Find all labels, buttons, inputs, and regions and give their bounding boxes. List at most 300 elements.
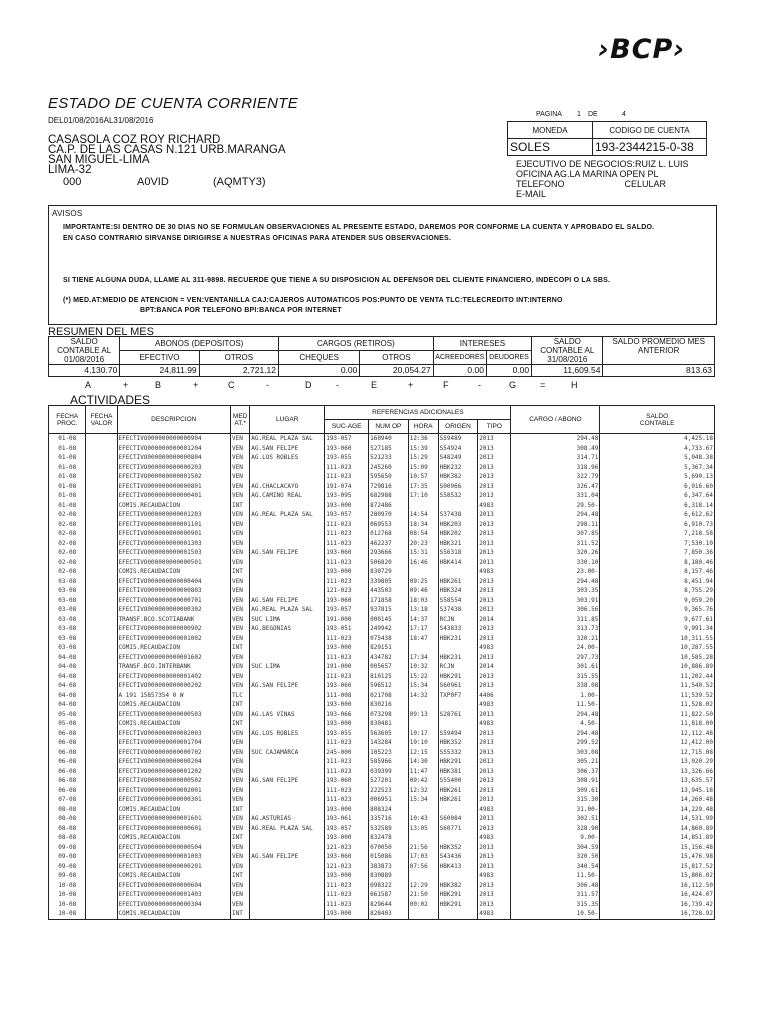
cell-num-op: 521233 bbox=[369, 453, 409, 463]
table-row bbox=[49, 501, 715, 511]
cell-fecha: 06-08 bbox=[49, 748, 86, 758]
cell-hora: 15:39 bbox=[408, 444, 438, 454]
cell-descripcion: EFECTIVO000000000001403 bbox=[117, 890, 230, 900]
cell-fecha: 02-08 bbox=[49, 548, 86, 558]
cell-cargo-abono: 294.48 bbox=[511, 434, 600, 444]
cell-suc-age: 193-000 bbox=[325, 805, 369, 815]
cell-num-op: 000145 bbox=[369, 615, 409, 625]
cell-descripcion: EFECTIVO000000000001503 bbox=[117, 548, 230, 558]
cell-origen: HBK291 bbox=[438, 900, 478, 910]
cell-cargo-abono: 4.50- bbox=[511, 719, 600, 729]
table-row bbox=[49, 862, 715, 872]
cell-tipo: 2013 bbox=[478, 510, 511, 520]
cell-hora: 09:25 bbox=[408, 577, 438, 587]
cell-cargo-abono: 297.73 bbox=[511, 653, 600, 663]
cell-tipo: 4406 bbox=[478, 691, 511, 701]
cell-tipo: 2013 bbox=[478, 491, 511, 501]
page-total: 4 bbox=[622, 111, 626, 118]
cell-lugar: AG.REAL PLAZA SAL bbox=[250, 824, 325, 834]
cell-med: VEN bbox=[231, 662, 250, 672]
cell-origen: HBK381 bbox=[438, 767, 478, 777]
actividades-table bbox=[48, 405, 715, 920]
cell-num-op: 339805 bbox=[369, 577, 409, 587]
cell-suc-age: 193-057 bbox=[325, 510, 369, 520]
cell-descripcion: EFECTIVO000000000001704 bbox=[117, 738, 230, 748]
resumen-table bbox=[48, 336, 715, 377]
table-row bbox=[49, 729, 715, 739]
cell-origen: S48249 bbox=[438, 453, 478, 463]
cell-fecha-valor bbox=[86, 786, 117, 796]
table-row bbox=[49, 833, 715, 843]
saldo-inicial-value: 4,130.70 bbox=[49, 365, 120, 377]
cell-suc-age: 191-000 bbox=[325, 615, 369, 625]
cell-origen: HBK202 bbox=[438, 529, 478, 539]
cell-med: VEN bbox=[231, 586, 250, 596]
formula-g: G bbox=[509, 380, 517, 390]
cell-saldo: 14,531.99 bbox=[600, 814, 715, 824]
cell-hora: 17:10 bbox=[408, 491, 438, 501]
cell-suc-age: 111-023 bbox=[325, 795, 369, 805]
cell-num-op: 434782 bbox=[369, 653, 409, 663]
table-row bbox=[49, 681, 715, 691]
efectivo-value: 24,811.99 bbox=[120, 365, 199, 377]
cell-suc-age: 193-000 bbox=[325, 643, 369, 653]
cell-med: VEN bbox=[231, 577, 250, 587]
cell-med: VEN bbox=[231, 710, 250, 720]
cell-tipo: 2014 bbox=[478, 615, 511, 625]
cell-hora: 00:02 bbox=[408, 900, 438, 910]
table-row bbox=[49, 900, 715, 910]
cell-hora: 15:29 bbox=[408, 453, 438, 463]
col-origen: ORIGEN bbox=[438, 420, 478, 434]
cell-origen: S00966 bbox=[438, 482, 478, 492]
cell-cargo-abono: 29.50- bbox=[511, 501, 600, 511]
saldo-inicial-label: SALDO CONTABLE AL bbox=[57, 337, 112, 355]
cell-fecha-valor bbox=[86, 444, 117, 454]
cell-num-op: 160940 bbox=[369, 434, 409, 444]
cell-descripcion: EFECTIVO000000000001002 bbox=[117, 634, 230, 644]
cell-hora: 10:32 bbox=[408, 662, 438, 672]
cell-origen: S58532 bbox=[438, 491, 478, 501]
cell-lugar bbox=[250, 558, 325, 568]
cell-suc-age: 193-060 bbox=[325, 776, 369, 786]
cell-cargo-abono: 331.04 bbox=[511, 491, 600, 501]
cell-saldo: 11,528.02 bbox=[600, 700, 715, 710]
cell-fecha-valor bbox=[86, 672, 117, 682]
cell-fecha: 04-08 bbox=[49, 672, 86, 682]
cell-origen: HBK231 bbox=[438, 634, 478, 644]
cell-fecha: 10-08 bbox=[49, 900, 86, 910]
cell-descripcion: EFECTIVO000000000000601 bbox=[117, 824, 230, 834]
cell-fecha-valor bbox=[86, 757, 117, 767]
cell-tipo: 2013 bbox=[478, 881, 511, 891]
cell-lugar: AG.SAN FELIPE bbox=[250, 776, 325, 786]
cell-descripcion: EFECTIVO000000000002001 bbox=[117, 786, 230, 796]
cell-hora: 13:05 bbox=[408, 824, 438, 834]
cell-saldo: 9,365.76 bbox=[600, 605, 715, 615]
cell-origen: HBK261 bbox=[438, 786, 478, 796]
saldo-promedio-value: 813.63 bbox=[603, 365, 715, 377]
cell-fecha: 08-08 bbox=[49, 805, 86, 815]
cell-descripcion: EFECTIVO000000000001601 bbox=[117, 814, 230, 824]
formula-plus3: + bbox=[408, 380, 414, 390]
cell-med: VEN bbox=[231, 681, 250, 691]
cell-origen: S37438 bbox=[438, 605, 478, 615]
cell-lugar bbox=[250, 767, 325, 777]
cell-fecha-valor bbox=[86, 890, 117, 900]
cell-num-op: 832478 bbox=[369, 833, 409, 843]
cell-origen: RCJN bbox=[438, 662, 478, 672]
cell-hora: 09:46 bbox=[408, 586, 438, 596]
table-row bbox=[49, 605, 715, 615]
cell-fecha-valor bbox=[86, 691, 117, 701]
aviso-line1: IMPORTANTE:SI DENTRO DE 30 DIAS NO SE FORMULAN OBSERVACIONES AL PRESENTE ESTADO, DAREMOS POR CONFORME LA CUENTA Y APROBADO EL SALDO. bbox=[63, 224, 655, 231]
cell-fecha: 04-08 bbox=[49, 691, 86, 701]
cell-hora bbox=[408, 567, 438, 577]
cell-fecha-valor bbox=[86, 681, 117, 691]
cell-cargo-abono: 294.48 bbox=[511, 710, 600, 720]
cell-lugar bbox=[250, 463, 325, 473]
formula-minus3: - bbox=[478, 380, 481, 390]
cell-tipo: 4983 bbox=[478, 805, 511, 815]
cell-origen: HBK414 bbox=[438, 558, 478, 568]
cell-fecha: 07-08 bbox=[49, 795, 86, 805]
cell-fecha-valor bbox=[86, 643, 117, 653]
cell-origen bbox=[438, 700, 478, 710]
cell-descripcion: EFECTIVO000000000000902 bbox=[117, 624, 230, 634]
cell-fecha: 09-08 bbox=[49, 862, 86, 872]
cell-suc-age: 121-023 bbox=[325, 862, 369, 872]
cell-suc-age: 111-023 bbox=[325, 529, 369, 539]
cell-lugar bbox=[250, 795, 325, 805]
cell-lugar bbox=[250, 909, 325, 919]
cell-cargo-abono: 315.55 bbox=[511, 672, 600, 682]
cell-suc-age: 193-060 bbox=[325, 444, 369, 454]
cell-fecha-valor bbox=[86, 586, 117, 596]
executive-email: E-MAIL bbox=[516, 189, 547, 199]
cell-suc-age: 121-023 bbox=[325, 843, 369, 853]
cell-hora bbox=[408, 501, 438, 511]
client-name: CASASOLA COZ ROY RICHARD bbox=[48, 134, 221, 146]
cell-descripcion: EFECTIVO000000000000202 bbox=[117, 681, 230, 691]
cell-descripcion: EFECTIVO000000000001101 bbox=[117, 520, 230, 530]
table-row bbox=[49, 520, 715, 530]
cell-lugar bbox=[250, 890, 325, 900]
cell-num-op: 682988 bbox=[369, 491, 409, 501]
cell-num-op: 462237 bbox=[369, 539, 409, 549]
cell-tipo: 4983 bbox=[478, 643, 511, 653]
cell-origen: S59489 bbox=[438, 434, 478, 444]
cell-origen: HBK413 bbox=[438, 862, 478, 872]
cell-origen: S43436 bbox=[438, 852, 478, 862]
cell-tipo: 2013 bbox=[478, 900, 511, 910]
cell-num-op: 073298 bbox=[369, 710, 409, 720]
cell-cargo-abono: 306.48 bbox=[511, 881, 600, 891]
saldo-final-value: 11,609.54 bbox=[532, 365, 603, 377]
cell-cargo-abono: 315.35 bbox=[511, 900, 600, 910]
cell-descripcion: EFECTIVO000000000000604 bbox=[117, 881, 230, 891]
cell-saldo: 9,677.61 bbox=[600, 615, 715, 625]
cell-fecha: 05-08 bbox=[49, 719, 86, 729]
cell-lugar bbox=[250, 586, 325, 596]
cell-fecha-valor bbox=[86, 776, 117, 786]
aviso-line3: SI TIENE ALGUNA DUDA, LLAME AL 311-9898. RECUERDE QUE TIENE A SU DISPOSICION AL DEFENSOR DEL CLIENTE FINANCIERO, INDECOPI O LA SBS. bbox=[63, 277, 611, 284]
cell-descripcion: EFECTIVO000000000000502 bbox=[117, 776, 230, 786]
otros-value: 2,721.12 bbox=[199, 365, 278, 377]
cell-med: VEN bbox=[231, 520, 250, 530]
cell-saldo: 9,991.34 bbox=[600, 624, 715, 634]
cell-cargo-abono: 294.48 bbox=[511, 729, 600, 739]
cell-origen: HBK352 bbox=[438, 738, 478, 748]
cell-suc-age: 193-000 bbox=[325, 567, 369, 577]
cell-tipo: 2013 bbox=[478, 548, 511, 558]
cell-suc-age: 193-000 bbox=[325, 909, 369, 919]
cell-descripcion: EFECTIVO000000000000701 bbox=[117, 596, 230, 606]
page-label: PAGINA bbox=[536, 111, 562, 118]
cell-med: INT bbox=[231, 501, 250, 511]
cell-fecha: 03-08 bbox=[49, 586, 86, 596]
col-fecha-label: FECHA bbox=[56, 412, 79, 420]
cell-lugar bbox=[250, 805, 325, 815]
cell-med: VEN bbox=[231, 767, 250, 777]
col-lugar: LUGAR bbox=[250, 406, 325, 434]
table-row bbox=[49, 548, 715, 558]
cell-hora: 14:37 bbox=[408, 615, 438, 625]
cell-fecha-valor bbox=[86, 719, 117, 729]
cell-tipo: 4983 bbox=[478, 700, 511, 710]
formula-e: E bbox=[371, 380, 378, 390]
cell-descripcion: EFECTIVO000000000001602 bbox=[117, 653, 230, 663]
cell-lugar: AG.SAN FELIPE bbox=[250, 596, 325, 606]
client-address-line1: CA.P. DE LAS CASAS N.121 URB.MARANGA bbox=[48, 144, 286, 156]
client-code3: (AQMTY3) bbox=[213, 176, 266, 188]
cell-hora: 12:36 bbox=[408, 434, 438, 444]
cell-saldo: 13,635.57 bbox=[600, 776, 715, 786]
cell-hora: 10:17 bbox=[408, 729, 438, 739]
cell-num-op: 830889 bbox=[369, 871, 409, 881]
cell-tipo: 2013 bbox=[478, 748, 511, 758]
table-row bbox=[49, 577, 715, 587]
cell-origen bbox=[438, 643, 478, 653]
cell-suc-age: 121-023 bbox=[325, 586, 369, 596]
cell-num-op: 280970 bbox=[369, 510, 409, 520]
cell-tipo: 2013 bbox=[478, 786, 511, 796]
cell-tipo: 2013 bbox=[478, 729, 511, 739]
cell-suc-age: 111-023 bbox=[325, 890, 369, 900]
cell-descripcion: EFECTIVO000000000000404 bbox=[117, 577, 230, 587]
cell-saldo: 11,540.52 bbox=[600, 681, 715, 691]
cell-origen: HBK231 bbox=[438, 653, 478, 663]
cell-tipo: 2013 bbox=[478, 586, 511, 596]
cell-med: VEN bbox=[231, 634, 250, 644]
cell-saldo: 8,180.46 bbox=[600, 558, 715, 568]
cell-descripcion: EFECTIVO000000000000203 bbox=[117, 463, 230, 473]
cell-descripcion: EFECTIVO000000000000401 bbox=[117, 491, 230, 501]
cell-hora: 14:30 bbox=[408, 757, 438, 767]
cell-cargo-abono: 330.10 bbox=[511, 558, 600, 568]
cell-origen: S60961 bbox=[438, 681, 478, 691]
cell-med: VEN bbox=[231, 776, 250, 786]
cell-descripcion: EFECTIVO000000000001202 bbox=[117, 767, 230, 777]
saldo-final-fecha: 31/08/2016 bbox=[547, 355, 588, 364]
cell-med: VEN bbox=[231, 814, 250, 824]
cell-fecha: 01-08 bbox=[49, 491, 86, 501]
moneda-value: SOLES bbox=[508, 139, 593, 156]
cell-hora bbox=[408, 833, 438, 843]
cell-descripcion: A 191 15857354 0 W bbox=[117, 691, 230, 701]
cell-fecha: 02-08 bbox=[49, 520, 86, 530]
cell-med: VEN bbox=[231, 729, 250, 739]
cell-fecha: 02-08 bbox=[49, 529, 86, 539]
cell-saldo: 11,202.44 bbox=[600, 672, 715, 682]
cell-hora: 15:31 bbox=[408, 548, 438, 558]
cell-fecha-valor bbox=[86, 909, 117, 919]
cell-hora: 12:29 bbox=[408, 881, 438, 891]
cell-descripcion: EFECTIVO000000000000304 bbox=[117, 900, 230, 910]
cell-num-op: 021708 bbox=[369, 691, 409, 701]
cell-tipo: 2013 bbox=[478, 681, 511, 691]
executive-office: OFICINA AG.LA MARINA OPEN PL bbox=[516, 169, 659, 179]
cell-suc-age: 193-051 bbox=[325, 624, 369, 634]
cell-hora: 12:15 bbox=[408, 748, 438, 758]
cell-hora: 19:10 bbox=[408, 738, 438, 748]
cell-num-op: 143284 bbox=[369, 738, 409, 748]
cell-med: VEN bbox=[231, 529, 250, 539]
cell-fecha: 02-08 bbox=[49, 558, 86, 568]
cell-origen bbox=[438, 871, 478, 881]
cell-med: INT bbox=[231, 833, 250, 843]
cell-descripcion: EFECTIVO000000000001203 bbox=[117, 510, 230, 520]
formula-plus2: + bbox=[193, 380, 199, 390]
cell-fecha-valor bbox=[86, 453, 117, 463]
formula-d: D bbox=[305, 380, 312, 390]
cell-fecha: 03-08 bbox=[49, 596, 86, 606]
acreedores-header: ACREEDORES bbox=[433, 351, 486, 365]
cell-descripcion: COMIS.RECAUDACION bbox=[117, 501, 230, 511]
cell-fecha-valor bbox=[86, 824, 117, 834]
cell-fecha: 06-08 bbox=[49, 757, 86, 767]
cell-fecha: 01-08 bbox=[49, 453, 86, 463]
cell-hora: 07:56 bbox=[408, 862, 438, 872]
cell-fecha: 08-08 bbox=[49, 833, 86, 843]
cell-tipo: 2013 bbox=[478, 444, 511, 454]
cell-hora: 21:56 bbox=[408, 843, 438, 853]
cell-saldo: 9,059.20 bbox=[600, 596, 715, 606]
cell-med: VEN bbox=[231, 624, 250, 634]
cell-suc-age: 193-000 bbox=[325, 871, 369, 881]
efectivo-header: EFECTIVO bbox=[120, 351, 199, 365]
cell-lugar: AG.LOS ROBLES bbox=[250, 729, 325, 739]
cell-tipo: 2013 bbox=[478, 596, 511, 606]
table-row bbox=[49, 852, 715, 862]
cell-origen: HBK291 bbox=[438, 757, 478, 767]
cell-med: VEN bbox=[231, 444, 250, 454]
cell-origen: RCJN bbox=[438, 615, 478, 625]
abonos-header: ABONOS (DEPOSITOS) bbox=[120, 337, 279, 351]
cell-lugar bbox=[250, 653, 325, 663]
cell-origen bbox=[438, 805, 478, 815]
cell-num-op: 383873 bbox=[369, 862, 409, 872]
cell-med: VEN bbox=[231, 615, 250, 625]
cell-saldo: 5,048.38 bbox=[600, 453, 715, 463]
cell-suc-age: 111-023 bbox=[325, 577, 369, 587]
cell-fecha-valor bbox=[86, 605, 117, 615]
table-row bbox=[49, 510, 715, 520]
cell-tipo: 2013 bbox=[478, 738, 511, 748]
cell-med: VEN bbox=[231, 558, 250, 568]
cell-hora bbox=[408, 909, 438, 919]
cell-cargo-abono: 320.26 bbox=[511, 548, 600, 558]
deudores-header: DEUDORES bbox=[486, 351, 531, 365]
table-row bbox=[49, 434, 715, 444]
saldo-promedio-header: SALDO PROMEDIO MES ANTERIOR bbox=[603, 337, 715, 365]
cell-num-op: 039399 bbox=[369, 767, 409, 777]
aviso-line5: BPT:BANCA POR TELEFONO BPI:BANCA POR INTERNET bbox=[140, 307, 342, 314]
table-row bbox=[49, 672, 715, 682]
cell-num-op: 527185 bbox=[369, 444, 409, 454]
cell-cargo-abono: 9.00- bbox=[511, 833, 600, 843]
cell-fecha: 02-08 bbox=[49, 567, 86, 577]
cell-descripcion: EFECTIVO000000000000504 bbox=[117, 843, 230, 853]
col-suc-age: SUC-AGE bbox=[325, 420, 369, 434]
cell-suc-age: 193-060 bbox=[325, 548, 369, 558]
cell-med: VEN bbox=[231, 510, 250, 520]
table-row bbox=[49, 767, 715, 777]
cell-cargo-abono: 308.91 bbox=[511, 776, 600, 786]
cell-num-op: 808324 bbox=[369, 805, 409, 815]
cell-descripcion: EFECTIVO000000000001402 bbox=[117, 672, 230, 682]
cell-descripcion: EFECTIVO000000000000804 bbox=[117, 453, 230, 463]
cell-saldo: 4,425.18 bbox=[600, 434, 715, 444]
cell-num-op: 596512 bbox=[369, 681, 409, 691]
cell-descripcion: EFECTIVO000000000000801 bbox=[117, 482, 230, 492]
cell-med: VEN bbox=[231, 548, 250, 558]
col-fecha-proc bbox=[49, 406, 86, 434]
cell-med: INT bbox=[231, 805, 250, 815]
cell-fecha-valor bbox=[86, 624, 117, 634]
cell-saldo: 7,530.10 bbox=[600, 539, 715, 549]
cell-saldo: 10,287.55 bbox=[600, 643, 715, 653]
col-med-label1: MED bbox=[232, 412, 248, 420]
cell-tipo: 2013 bbox=[478, 453, 511, 463]
col-fecha-valor-label1: FECHA bbox=[90, 412, 113, 420]
cell-fecha: 02-08 bbox=[49, 510, 86, 520]
cell-fecha: 08-08 bbox=[49, 814, 86, 824]
cell-suc-age: 111-023 bbox=[325, 767, 369, 777]
cell-descripcion: COMIS.RECAUDACION bbox=[117, 700, 230, 710]
cell-cargo-abono: 311.57 bbox=[511, 890, 600, 900]
cell-lugar: AG.SAN FELIPE bbox=[250, 681, 325, 691]
cell-origen bbox=[438, 567, 478, 577]
cell-fecha-valor bbox=[86, 710, 117, 720]
cell-fecha-valor bbox=[86, 700, 117, 710]
cell-saldo: 6,347.64 bbox=[600, 491, 715, 501]
cell-descripcion: TRANSF.BCO.INTERBANK bbox=[117, 662, 230, 672]
col-fecha-valor bbox=[86, 406, 117, 434]
cell-fecha-valor bbox=[86, 567, 117, 577]
table-row bbox=[49, 586, 715, 596]
cell-fecha-valor bbox=[86, 520, 117, 530]
cell-lugar: AG.REAL PLAZA SAL bbox=[250, 434, 325, 444]
cell-lugar bbox=[250, 862, 325, 872]
cell-descripcion: COMIS.RECAUDACION bbox=[117, 805, 230, 815]
cell-num-op: 335716 bbox=[369, 814, 409, 824]
cell-lugar: AG.BEGONIAS bbox=[250, 624, 325, 634]
cell-cargo-abono: 308.49 bbox=[511, 444, 600, 454]
cell-num-op: 105223 bbox=[369, 748, 409, 758]
cell-saldo: 13,326.66 bbox=[600, 767, 715, 777]
cell-cargo-abono: 306.56 bbox=[511, 605, 600, 615]
